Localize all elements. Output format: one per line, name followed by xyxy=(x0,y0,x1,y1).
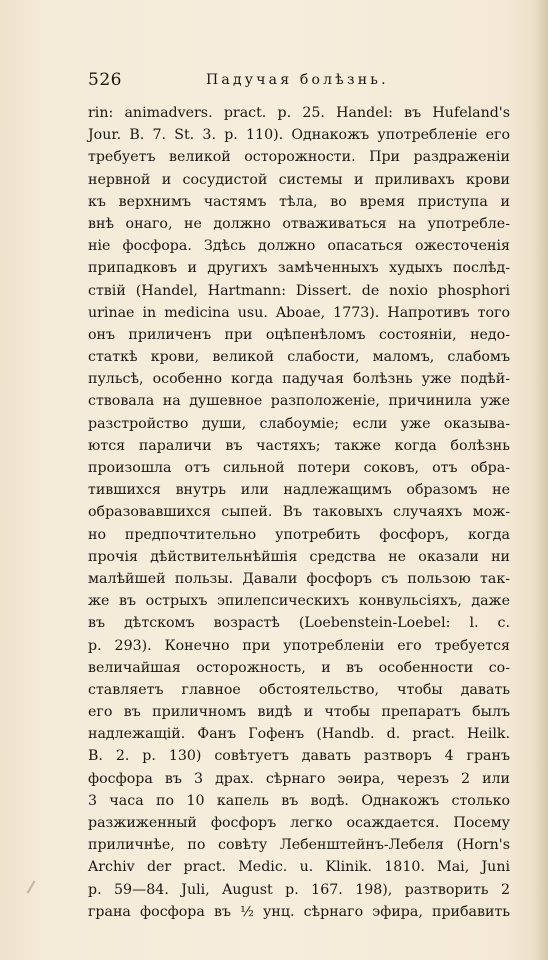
text-line: требуетъ великой осторожности. При раздраженіи xyxy=(88,149,510,166)
text-line: Jour. B. 7. St. 3. p. 110). Однакожъ употребленіе его xyxy=(88,127,510,144)
text-line: разжиженный фосфоръ легко осаждается. Посему xyxy=(88,815,510,831)
text-line: пульсѣ, особенно когда падучая болѣзнь уже подѣй- xyxy=(88,371,510,388)
text-line: внѣ онаго, не должно отваживаться на употребле- xyxy=(88,215,510,232)
text-line: къ верхнимъ частямъ тѣла, во время приступа и xyxy=(88,193,510,210)
page-number: 526 xyxy=(88,70,122,90)
page-header xyxy=(88,70,518,96)
text-line: ствій (Handel, Hartmann: Dissert. de noxio phosphori xyxy=(88,282,510,299)
text-line: ставляетъ главное обстоятельство, чтобы давать xyxy=(88,681,510,698)
text-line: образовавшихся сыпей. Въ таковыхъ случаяхъ мож- xyxy=(88,504,510,521)
text-line: статкѣ крови, великой слабости, маломъ, слабомъ xyxy=(88,349,510,366)
text-line: Archiv der pract. Medic. u. Klinik. 1810. Mai, Juni xyxy=(88,859,510,876)
text-line: фосфора въ 3 драх. сѣрнаго эѳира, черезъ 2 или xyxy=(88,770,510,787)
body-text xyxy=(88,102,510,923)
text-line: ются параличи въ частяхъ; также когда болѣзнь xyxy=(88,437,510,454)
text-line: малѣйшей пользы. Давали фосфоръ съ пользою так- xyxy=(88,570,510,587)
text-line: rin: animadvers. pract. p. 25. Handel: въ Hufeland's xyxy=(88,105,510,121)
text-line: въ дѣтскомъ возрастѣ (Loebenstein-Loebel: l. c. xyxy=(88,615,510,632)
text-line: произошла отъ сильной потери соковъ, отъ обра- xyxy=(88,460,510,476)
text-line: величайшая осторожность, и въ особенности со- xyxy=(88,659,510,676)
text-line: прочія дѣйствительнѣйшія средства не оказали ни xyxy=(88,548,510,565)
text-line: припадковъ и другихъ замѣченныхъ худыхъ послѣд- xyxy=(88,260,510,277)
text-line: же въ острыхъ эпилепсическихъ конвульсіяхъ, даже xyxy=(88,593,510,610)
paper-mark xyxy=(27,880,36,893)
text-line: тившихся внутрь или надлежащимъ образомъ не xyxy=(88,482,510,499)
text-line: разстройство души, слабоуміе; если уже оказыва- xyxy=(88,415,510,432)
text-line: ніе фосфора. Здѣсь должно опасаться ожесточенія xyxy=(88,238,510,255)
text-line: нервной и сосудистой системы и приливахъ крови xyxy=(88,171,510,188)
text-line: 3 часа по 10 капель въ водѣ. Однакожъ столько xyxy=(88,792,510,809)
text-line: его въ приличномъ видѣ и чтобы препаратъ былъ xyxy=(88,704,510,721)
text-line: B. 2. p. 130) совѣтуетъ давать разтворъ 4 гранъ xyxy=(88,748,510,765)
page-gutter-shadow xyxy=(534,0,548,960)
text-line: но предпочтительно употребить фосфоръ, когда xyxy=(88,526,510,543)
text-line: приличнѣе, по совѣту Лебенштейнъ-Лебеля (Horn's xyxy=(88,837,510,854)
text-line: ствовала на душевное разположеніе, причинила уже xyxy=(88,393,510,410)
text-line: p. 293). Конечно при употребленіи его требуется xyxy=(88,637,510,654)
text-line: грана фосфора въ ½ унц. сѣрнаго эфира, прибавить xyxy=(88,903,510,920)
text-line: urinae in medicina usu. Aboae, 1773). Напротивъ того xyxy=(88,304,510,321)
text-line: онъ приличенъ при оцѣпенѣломъ состояніи, недо- xyxy=(88,326,510,343)
running-head: Падучая болѣзнь. xyxy=(206,72,389,88)
text-line: p. 59—84. Juli, August p. 167. 198), разтворить 2 xyxy=(88,881,510,898)
text-line: надлежащій. Фанъ Гофенъ (Handb. d. pract. Heilk. xyxy=(88,726,510,743)
